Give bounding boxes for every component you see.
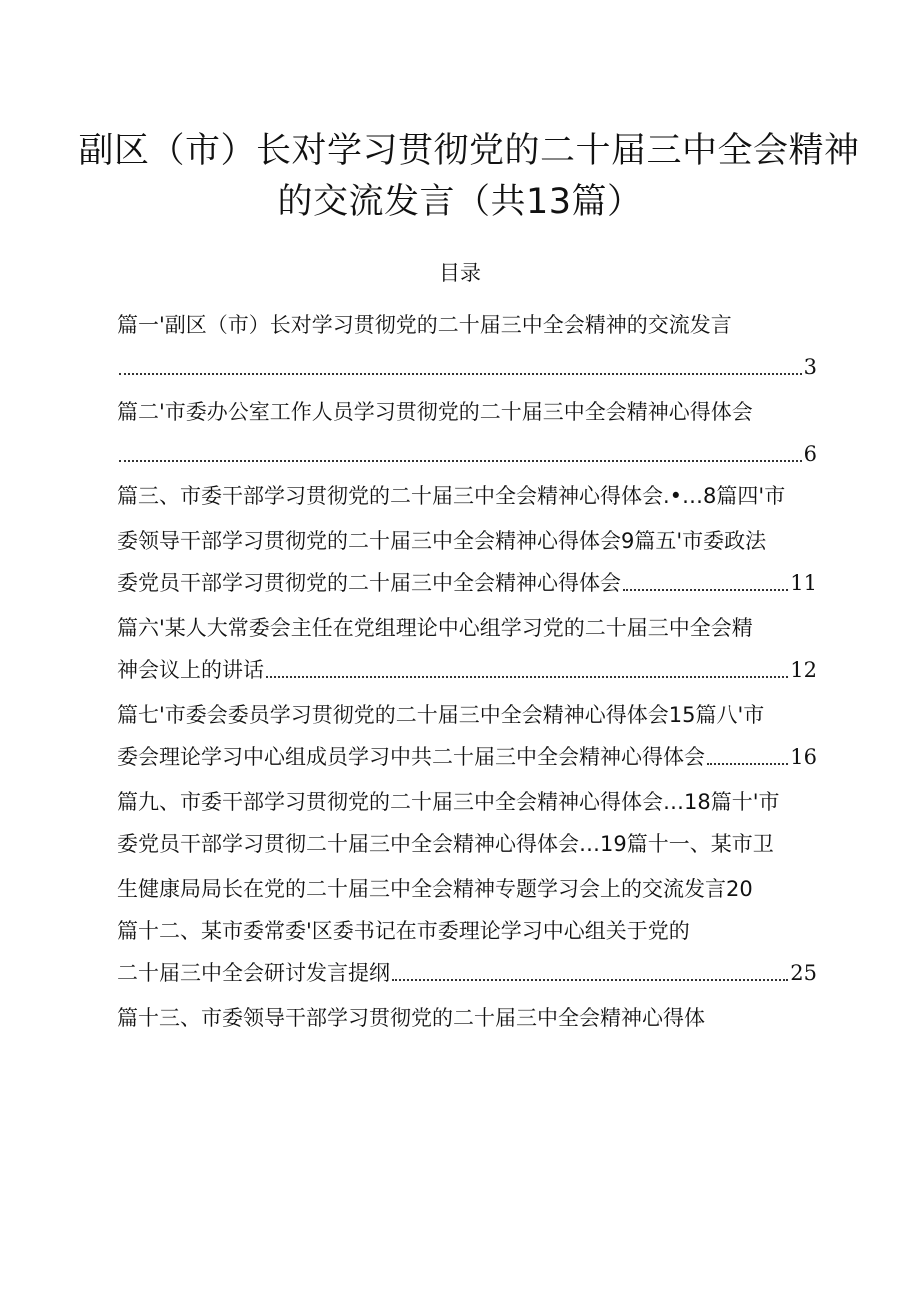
toc-line-5[interactable] bbox=[117, 568, 817, 598]
dot-leader bbox=[392, 979, 788, 981]
toc-line-3[interactable]: 篇三、市委干部学习贯彻党的二十届三中全会精神心得体会.•…8篇四'市 bbox=[117, 484, 786, 508]
dot-leader bbox=[707, 763, 788, 765]
toc-line-15[interactable]: 篇十三、市委领导干部学习贯彻党的二十届三中全会精神心得体 bbox=[117, 1006, 705, 1030]
toc-line-14[interactable] bbox=[117, 958, 817, 988]
toc-line-5-page: 11 bbox=[790, 571, 817, 595]
toc-line-14-text: 二十届三中全会研讨发言提纲 bbox=[117, 961, 390, 985]
toc-line-7[interactable] bbox=[117, 655, 817, 685]
toc-entry-2-leader[interactable] bbox=[117, 439, 817, 469]
toc-entry-1-leader[interactable] bbox=[117, 352, 817, 382]
toc-line-13[interactable]: 篇十二、某市委常委'区委书记在市委理论学习中心组关于党的 bbox=[117, 919, 690, 943]
document-title-line-1: 副区（市）长对学习贯彻党的二十届三中全会精神 bbox=[78, 131, 860, 171]
toc-line-12[interactable]: 生健康局局长在党的二十届三中全会精神专题学习会上的交流发言20 bbox=[117, 877, 753, 901]
toc-line-5-text: 委党员干部学习贯彻党的二十届三中全会精神心得体会 bbox=[117, 571, 621, 595]
toc-entry-1-text[interactable]: 篇一'副区（市）长对学习贯彻党的二十届三中全会精神的交流发言 bbox=[117, 313, 732, 337]
dot-leader bbox=[623, 589, 788, 591]
toc-entry-2-page: 6 bbox=[803, 442, 817, 466]
toc-line-9[interactable] bbox=[117, 742, 817, 772]
toc-line-7-page: 12 bbox=[790, 658, 817, 682]
toc-entry-1-page: 3 bbox=[803, 355, 817, 379]
toc-entry-2-text[interactable]: 篇二'市委办公室工作人员学习贯彻党的二十届三中全会精神心得体会 bbox=[117, 400, 753, 424]
toc-line-14-page: 25 bbox=[790, 961, 817, 985]
dot-leader bbox=[266, 676, 788, 678]
toc-line-10[interactable]: 篇九、市委干部学习贯彻党的二十届三中全会精神心得体会…18篇十'市 bbox=[117, 790, 780, 814]
toc-line-8[interactable]: 篇七'市委会委员学习贯彻党的二十届三中全会精神心得体会15篇八'市 bbox=[117, 703, 765, 727]
toc-heading: 目录 bbox=[439, 261, 481, 285]
toc-line-6[interactable]: 篇六'某人大常委会主任在党组理论中心组学习党的二十届三中全会精 bbox=[117, 616, 753, 640]
dot-leader bbox=[119, 373, 802, 375]
toc-line-4[interactable]: 委领导干部学习贯彻党的二十届三中全会精神心得体会9篇五'市委政法 bbox=[117, 529, 767, 553]
document-title-line-2: 的交流发言（共13篇） bbox=[277, 182, 643, 222]
toc-line-7-text: 神会议上的讲话 bbox=[117, 658, 264, 682]
dot-leader bbox=[119, 460, 802, 462]
toc-line-9-text: 委会理论学习中心组成员学习中共二十届三中全会精神心得体会 bbox=[117, 745, 705, 769]
toc-line-9-page: 16 bbox=[790, 745, 817, 769]
toc-line-11[interactable]: 委党员干部学习贯彻二十届三中全会精神心得体会…19篇十一、某市卫 bbox=[117, 832, 774, 856]
